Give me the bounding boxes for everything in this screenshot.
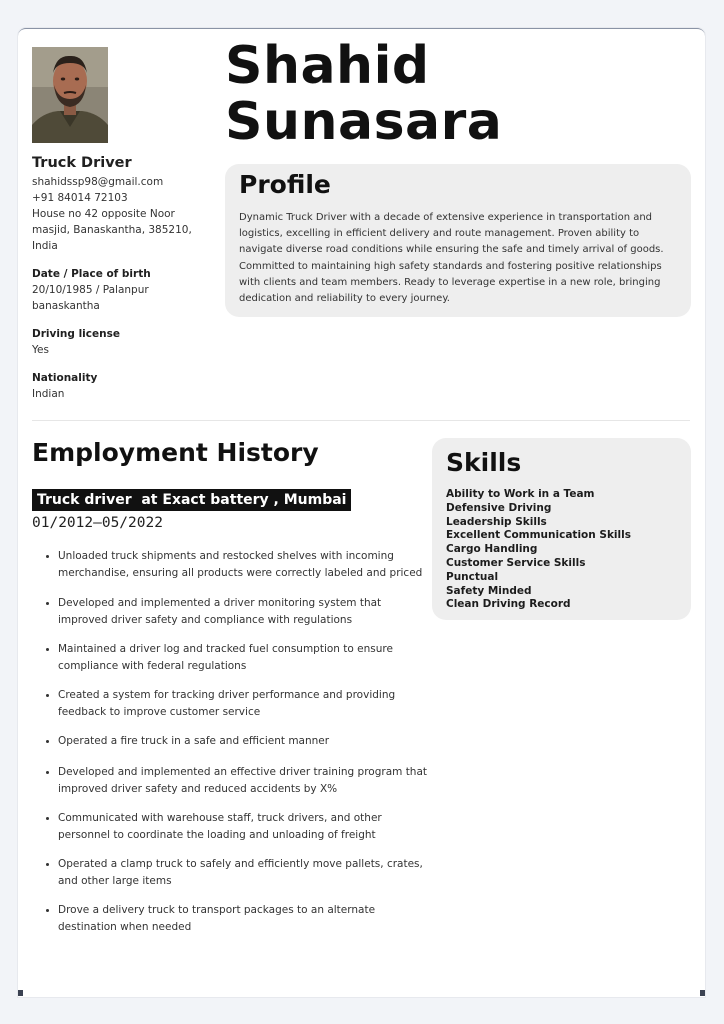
duty-line: feedback to improve customer service (58, 705, 261, 718)
bullet-icon (46, 740, 49, 743)
duty-item (44, 856, 424, 889)
skills-list (446, 488, 631, 612)
duty-line: Developed and implemented an effective driver training program that (58, 766, 428, 778)
skills-section (432, 438, 691, 620)
duty-item (44, 810, 424, 843)
duty-line: improved driver safety and compliance with regulations (58, 613, 353, 626)
bullet-icon (46, 909, 49, 912)
nationality-value: Indian (32, 388, 65, 400)
duty-item (44, 733, 424, 750)
duty-line: merchandise, ensuring all products were correctly labeled and priced (58, 566, 423, 579)
bullet-icon (46, 602, 49, 605)
profile-line: navigate diverse road conditions while ensuring the safe and timely arrival of goods. (239, 244, 664, 256)
profile-line: with clients and team members. Ready to leverage expertise in a new role, bringing (239, 276, 661, 288)
job-role-banner: Truck driver at Exact battery , Mumbai (32, 489, 351, 511)
duty-item (44, 687, 424, 720)
address-line: masjid, Banaskantha, 385210, (32, 224, 192, 236)
bullet-icon (46, 817, 49, 820)
name-first: Shahid (225, 36, 430, 96)
skill-item: Ability to Work in a Team (446, 488, 595, 500)
profile-photo (32, 47, 108, 143)
bullet-icon (46, 555, 49, 558)
skill-item: Defensive Driving (446, 501, 552, 514)
profile-line: logistics, excelling in efficient delivery and route management. Proven ability to (239, 228, 640, 240)
duty-item (44, 641, 424, 674)
skills-heading: Skills (446, 448, 522, 477)
page-corner-bottom-right (700, 990, 705, 996)
duty-line: Unloaded truck shipments and restocked shelves with incoming (58, 550, 394, 562)
duty-line: Maintained a driver log and tracked fuel consumption to ensure (58, 643, 393, 655)
skill-item: Customer Service Skills (446, 556, 586, 569)
birth-label: Date / Place of birth (32, 268, 151, 280)
duty-item (44, 595, 424, 628)
candidate-name (225, 38, 502, 150)
address-line: India (32, 240, 58, 252)
profile-line: Committed to maintaining high safety standards and fostering positive relationships (239, 260, 662, 272)
employment-heading: Employment History (32, 438, 319, 467)
birth-block (32, 266, 212, 314)
bullet-icon (46, 771, 49, 774)
page-corner-bottom-left (18, 990, 23, 996)
duty-line: improved driver safety and reduced accidents by X% (58, 782, 338, 795)
duty-line: and other large items (58, 874, 172, 887)
duty-line: personnel to coordinate the loading and unloading of freight (58, 828, 376, 841)
bullet-icon (46, 648, 49, 651)
nationality-label: Nationality (32, 372, 98, 384)
skill-item: Punctual (446, 570, 499, 583)
duty-line: Drove a delivery truck to transport packages to an alternate (58, 904, 376, 916)
license-label: Driving license (32, 328, 120, 340)
skill-item: Cargo Handling (446, 543, 538, 556)
duty-line: compliance with federal regulations (58, 659, 247, 672)
employment-dates: 01/2012—05/2022 (32, 515, 163, 531)
address-line: House no 42 opposite Noor (32, 208, 175, 220)
bullet-icon (46, 863, 49, 866)
license-value: Yes (32, 344, 49, 356)
duty-line: Developed and implemented a driver monitoring system that (58, 597, 382, 609)
duty-item (44, 548, 424, 581)
duty-line: Operated a fire truck in a safe and efficient manner (58, 735, 330, 747)
duty-item (44, 902, 424, 935)
duty-line: destination when needed (58, 920, 192, 933)
profile-heading: Profile (239, 170, 331, 199)
skill-item: Safety Minded (446, 584, 532, 597)
duty-item (44, 764, 428, 797)
profile-line: Dynamic Truck Driver with a decade of extensive experience in transportation and (239, 212, 653, 223)
skill-item: Clean Driving Record (446, 598, 571, 611)
duty-line: Operated a clamp truck to safely and efficiently move pallets, crates, (58, 858, 423, 870)
birth-value: banaskantha (32, 300, 100, 312)
skill-item: Excellent Communication Skills (446, 529, 631, 542)
name-last: Sunasara (225, 92, 503, 152)
duty-line: Created a system for tracking driver performance and providing (58, 689, 396, 701)
phone: +91 84014 72103 (32, 192, 128, 204)
birth-value: 20/10/1985 / Palanpur (32, 284, 149, 296)
nationality-block (32, 370, 212, 402)
profile-summary (239, 210, 677, 307)
bullet-icon (46, 694, 49, 697)
job-title: Truck Driver (32, 155, 132, 171)
contact-details (32, 174, 207, 254)
duty-line: Communicated with warehouse staff, truck drivers, and other (58, 812, 382, 824)
license-block (32, 326, 212, 358)
skill-item: Leadership Skills (446, 515, 547, 528)
section-divider (32, 420, 690, 421)
email: shahidssp98@gmail.com (32, 176, 164, 188)
profile-section (225, 164, 691, 317)
profile-line: dedication and reliability to every journey. (239, 293, 450, 305)
